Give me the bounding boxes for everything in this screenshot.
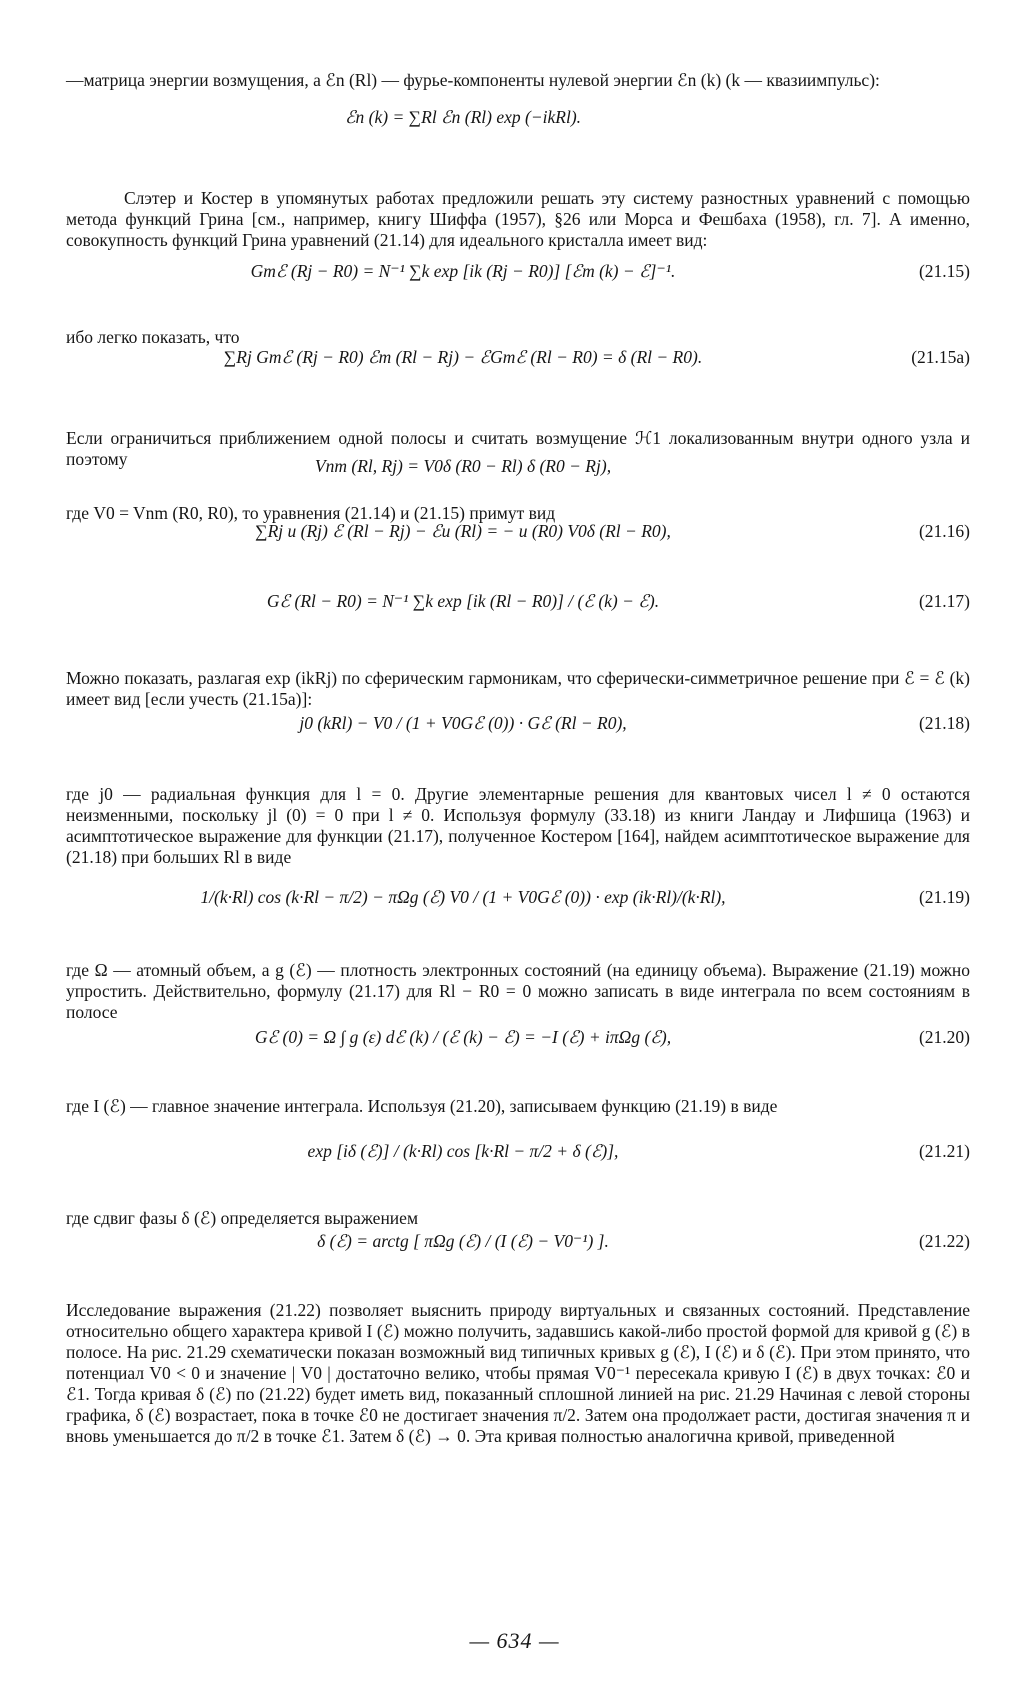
- text-paragraph-4: Если ограничиться приближением одной полосы и считать возмущение ℋ1 локализованным внутри одного узла и поэтому: [66, 427, 970, 469]
- equation-unnumbered-2: [66, 451, 970, 481]
- equation-21-19: [66, 882, 970, 912]
- text-paragraph-6: Можно показать, разлагая exp (ikRj) по сферическим гармоникам, что сферически-симметричное решение при ℰ = ℰ (k) имеет вид [если учесть (21.15а)]:: [66, 667, 970, 709]
- equation-21-21: [66, 1136, 970, 1166]
- equation-number: (21.16): [918, 521, 970, 541]
- equation-formula: δ (ℰ) = arctg [ πΩg (ℰ) / (I (ℰ) − V0⁻¹) ].: [317, 1231, 609, 1251]
- text-paragraph-7: где j0 — радиальная функция для l = 0. Другие элементарные решения для квантовых чисел l ≠ 0 остаются неизменными, поскольку jl (0) = 0 при l ≠ 0. Используя формулу (33.18) из книги Ландау и Лифшица (1963) и асимптотическое выражение для функции (21.17), полученное Костером [164], найдем асимптотическое выражение для (21.18) при больших Rl в виде: [66, 783, 970, 867]
- equation-formula: Gmℰ (Rj − R0) = N⁻¹ ∑k exp [ik (Rj − R0)] [ℰm (k) − ℰ]⁻¹.: [250, 261, 676, 281]
- equation-formula: ℰn (k) = ∑Rl ℰn (Rl) exp (−ikRl).: [344, 107, 582, 127]
- equation-formula: ∑Rj u (Rj) ℰ (Rl − Rj) − ℰu (Rl) = − u (R0) V0δ (Rl − R0),: [255, 521, 671, 541]
- equation-number: (21.20): [918, 1027, 970, 1047]
- text-paragraph-3: ибо легко показать, что: [66, 326, 240, 347]
- equation-number: (21.18): [918, 713, 970, 733]
- equation-21-15a: [66, 342, 970, 372]
- text-paragraph-2: Слэтер и Костер в упомянутых работах предложили решать эту систему разностных уравнений с помощью метода функций Грина [см., например, книгу Шиффа (1957), §26 или Морса и Фешбаха (1958), гл. 7]. А именно, совокупность функций Грина уравнений (21.14) для идеального кристалла имеет вид:: [66, 187, 970, 250]
- text-paragraph-1: —матрица энергии возмущения, а ℰn (Rl) — фурье-компоненты нулевой энергии ℰn (k) (k — квазиимпульс):: [66, 69, 880, 90]
- equation-number: (21.15): [918, 261, 970, 281]
- equation-number: (21.21): [918, 1141, 970, 1161]
- equation-number: (21.22): [918, 1231, 970, 1251]
- equation-21-16: [66, 516, 970, 546]
- text-paragraph-10: где сдвиг фазы δ (ℰ) определяется выражением: [66, 1207, 419, 1228]
- text-paragraph-9: где I (ℰ) — главное значение интеграла. Используя (21.20), записываем функцию (21.19) в виде: [66, 1095, 778, 1116]
- equation-formula: Gℰ (0) = Ω ∫ g (ε) dℰ (k) / (ℰ (k) − ℰ) = −I (ℰ) + iπΩg (ℰ),: [254, 1027, 672, 1047]
- equation-number: (21.19): [918, 887, 970, 907]
- equation-21-15: [66, 256, 970, 286]
- text-paragraph-5: где V0 = Vnm (R0, R0), то уравнения (21.14) и (21.15) примут вид: [66, 502, 556, 523]
- equation-21-17: [66, 586, 970, 616]
- equation-formula: exp [iδ (ℰ)] / (k·Rl) cos [k·Rl − π/2 + δ (ℰ)],: [307, 1141, 619, 1161]
- equation-number: (21.15а): [911, 347, 970, 367]
- equation-formula: Vnm (Rl, Rj) = V0δ (R0 − Rl) δ (R0 − Rj),: [314, 456, 612, 476]
- equation-number: (21.17): [918, 591, 970, 611]
- equation-formula: 1/(k·Rl) cos (k·Rl − π/2) − πΩg (ℰ) V0 / (1 + V0Gℰ (0)) · exp (ik·Rl)/(k·Rl),: [200, 887, 726, 907]
- text-paragraph-8: где Ω — атомный объем, а g (ℰ) — плотность электронных состояний (на единицу объема). Выражение (21.19) можно упростить. Действительно, формулу (21.17) для Rl − R0 = 0 можно записать в виде интеграла по всем состояниям в полосе: [66, 959, 970, 1022]
- equation-formula: Gℰ (Rl − R0) = N⁻¹ ∑k exp [ik (Rl − R0)] / (ℰ (k) − ℰ).: [266, 591, 660, 611]
- equation-unnumbered-1: [66, 102, 970, 132]
- page-number: — 634 —: [469, 1628, 560, 1653]
- equation-21-18: [66, 708, 970, 738]
- equation-21-20: [66, 1022, 970, 1052]
- equation-21-22: [66, 1226, 970, 1256]
- equation-formula: j0 (kRl) − V0 / (1 + V0Gℰ (0)) · Gℰ (Rl − R0),: [299, 713, 627, 733]
- equation-formula: ∑Rj Gmℰ (Rj − R0) ℰm (Rl − Rj) − ℰGmℰ (Rl − R0) = δ (Rl − R0).: [223, 347, 703, 367]
- text-paragraph-11: Исследование выражения (21.22) позволяет выяснить природу виртуальных и связанных состояний. Представление относительно общего характера кривой I (ℰ) можно получить, задавшись какой-либо простой формой для кривой g (ℰ) в полосе. На рис. 21.29 схематически показан возможный вид типичных кривых g (ℰ), I (ℰ) и δ (ℰ). При этом принято, что потенциал V0 < 0 и значение | V0 | достаточно велико, чтобы прямая V0⁻¹ пересекала кривую I (ℰ) в двух точках: ℰ0 и ℰ1. Тогда кривая δ (ℰ) по (21.22) будет иметь вид, показанный сплошной линией на рис. 21.29 Начиная с левой стороны графика, δ (ℰ) возрастает, пока в точке ℰ0 не достигает значения π/2. Затем она продолжает расти, достигая значения π и вновь уменьшается до π/2 в точке ℰ1. Затем δ (ℰ) → 0. Эта кривая полностью аналогична кривой, приведенной: [66, 1299, 970, 1446]
